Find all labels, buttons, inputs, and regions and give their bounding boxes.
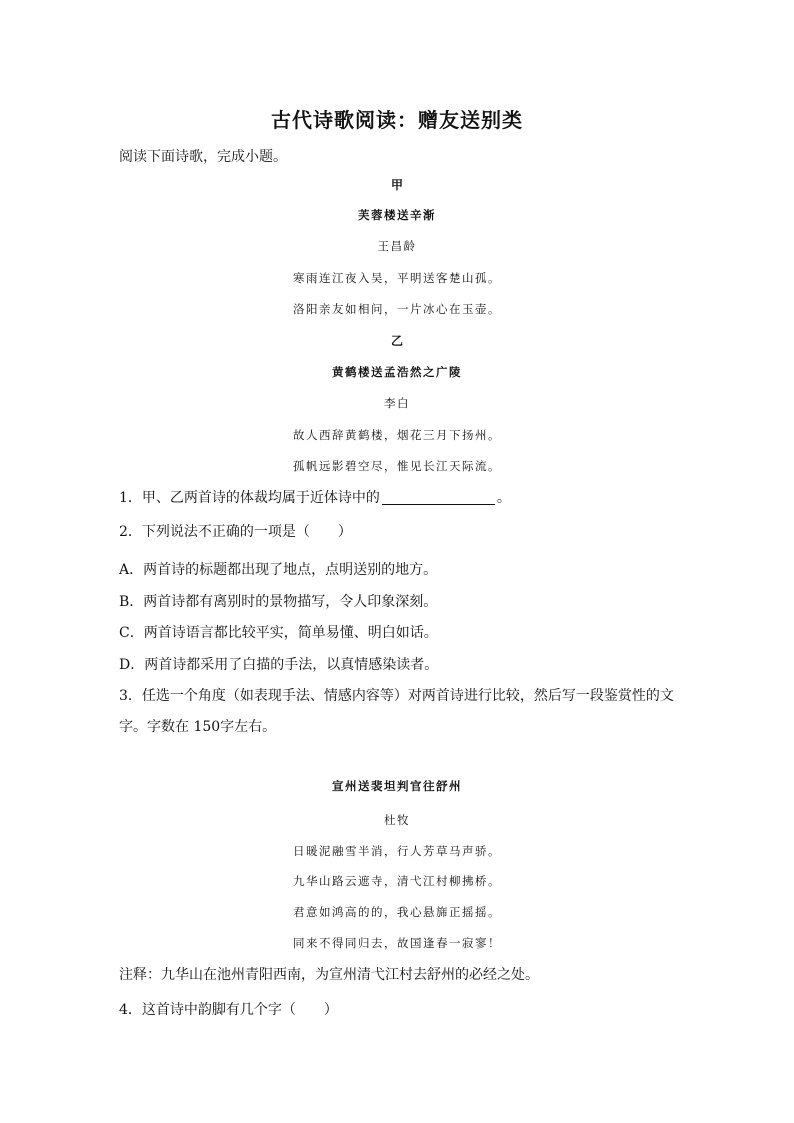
- poem-a-mark: 甲: [390, 178, 403, 192]
- answer-blank[interactable]: [382, 490, 495, 505]
- document-title: 古代诗歌阅读：赠友送别类: [271, 108, 523, 132]
- poem-c-line: 九华山路云遮寺，清弋江村柳拂桥。: [293, 874, 501, 888]
- poem-a-title: 芙蓉楼送辛渐: [358, 208, 436, 222]
- question-2-stem: 2．下列说法不正确的一项是（ ）: [119, 524, 352, 540]
- question-2-option-c: C．两首诗语言都比较平实，简单易懂、明白如话。: [119, 625, 438, 641]
- poem-c-line: 日暖泥融雪半消，行人芳草马声骄。: [293, 844, 501, 858]
- poem-b-mark: 乙: [390, 334, 403, 348]
- poem-c-line: 君意如鸿高的的，我心悬旆正摇摇。: [293, 905, 501, 919]
- poem-c-title: 宣州送裴坦判官往舒州: [332, 779, 462, 793]
- poem-a-line: 洛阳亲友如相问，一片冰心在玉壶。: [293, 302, 501, 316]
- question-2-option-a: A．两首诗的标题都出现了地点，点明送别的地方。: [119, 562, 438, 578]
- poem-a-line: 寒雨连江夜入吴，平明送客楚山孤。: [293, 271, 501, 285]
- annotation-note: 注释：九华山在池州青阳西南，为宣州清弋江村去舒州的必经之处。: [119, 967, 539, 983]
- question-3-line-2: 字。字数在 150字左右。: [119, 719, 277, 735]
- poem-a-author: 王昌龄: [377, 239, 417, 253]
- poem-c-line: 同来不得同归去，故国逢春一寂寥！: [293, 936, 501, 950]
- poem-b-line: 孤帆远影碧空尽，惟见长江天际流。: [293, 459, 501, 473]
- poem-b-line: 故人西辞黄鹤楼，烟花三月下扬州。: [293, 428, 501, 442]
- question-2-option-d: D．两首诗都采用了白描的手法，以真情感染读者。: [119, 657, 439, 673]
- question-2-option-b: B．两首诗都有离别时的景物描写，令人印象深刻。: [119, 594, 438, 610]
- poem-b-author: 李白: [384, 396, 410, 410]
- instruction-text: 阅读下面诗歌，完成小题。: [119, 149, 287, 165]
- question-3-line-1: 3．任选一个角度（如表现手法、情感内容等）对两首诗进行比较，然后写一段鉴赏性的文: [119, 688, 674, 704]
- question-4-stem: 4．这首诗中韵脚有几个字（ ）: [119, 1002, 338, 1018]
- question-1-end: 。: [496, 490, 511, 506]
- question-1: [119, 488, 679, 508]
- poem-c-author: 杜牧: [384, 813, 410, 827]
- poem-b-title: 黄鹤楼送孟浩然之广陵: [332, 365, 462, 379]
- question-1-text: 1．甲、乙两首诗的体裁均属于近体诗中的: [119, 490, 380, 506]
